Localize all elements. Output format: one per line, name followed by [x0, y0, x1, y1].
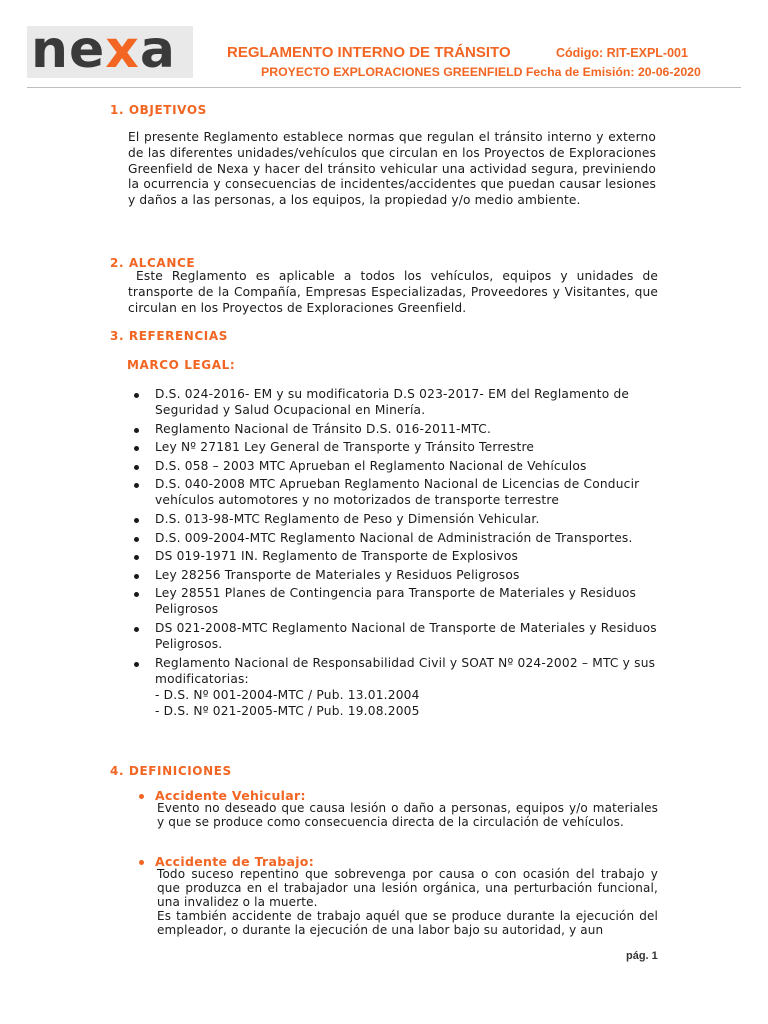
header-divider [27, 87, 741, 88]
list-item: Ley 28551 Planes de Contingencia para Transporte de Materiales y Residuos Peligrosos [134, 585, 664, 617]
definition-term: Accidente Vehicular: [138, 788, 306, 803]
definition-text-part: Es también accidente de trabajo aquél que se produce durante la ejecución del empleador, o durante la ejecución de una labor bajo su autoridad, y aun [157, 908, 658, 937]
document-subtitle: PROYECTO EXPLORACIONES GREENFIELD Fecha de Emisión: 20-06-2020 [261, 65, 701, 79]
definition-text-part: Todo suceso repentino que sobrevenga por causa o con ocasión del trabajo y que produzca en el trabajador una lesión orgánica, una perturbación funcional, una invalidez o la muerte. [157, 867, 658, 909]
list-item: D.S. 013-98-MTC Reglamento de Peso y Dimensión Vehicular. [134, 511, 664, 527]
nexa-logo [27, 20, 193, 80]
sub-item: - D.S. Nº 021-2005-MTC / Pub. 19.08.2005 [155, 703, 420, 718]
page-number: pág. 1 [626, 950, 658, 962]
section-heading-referencias: 3. REFERENCIAS [110, 329, 228, 343]
document-title: REGLAMENTO INTERNO DE TRÁNSITO [227, 44, 511, 61]
definition-term: Accidente de Trabajo: [138, 854, 314, 869]
list-item: D.S. 040-2008 MTC Aprueban Reglamento Nacional de Licencias de Conducir vehículos automotores y no motorizados de transporte terrestre [134, 476, 664, 508]
marco-legal-heading: MARCO LEGAL: [127, 358, 236, 372]
definition-text: Evento no deseado que causa lesión o daño a personas, equipos y/o materiales y que se produce como consecuencia directa de la circulación de vehículos. [157, 801, 658, 829]
list-item: Reglamento Nacional de Tránsito D.S. 016-2011-MTC. [134, 421, 664, 437]
section-heading-objetivos: 1. OBJETIVOS [110, 103, 207, 117]
section-heading-definiciones: 4. DEFINICIONES [110, 764, 232, 778]
list-item-text: Reglamento Nacional de Responsabilidad Civil y SOAT Nº 024-2002 – MTC y sus modificatorias: [155, 655, 656, 686]
objetivos-paragraph: El presente Reglamento establece normas que regulan el tránsito interno y externo de las diferentes unidades/vehículos que circulan en los Proyectos de Exploraciones Greenfield de Nexa y hacer del tránsito vehicular una actividad segura, previniendo la ocurrencia y consecuencias de incidentes/accidentes que puedan causar lesiones y daños a las personas, a los equipos, la propiedad y/o medio ambiente. [128, 130, 656, 208]
logo-wordmark: nexa [31, 20, 176, 80]
list-item: Ley Nº 27181 Ley General de Transporte y Tránsito Terrestre [134, 439, 664, 455]
list-item: D.S. 058 – 2003 MTC Aprueban el Reglamento Nacional de Vehículos [134, 458, 664, 474]
list-item: DS 019-1971 IN. Reglamento de Transporte de Explosivos [134, 548, 664, 564]
legal-references-list [134, 386, 664, 721]
list-item: D.S. 024-2016- EM y su modificatoria D.S 023-2017- EM del Reglamento de Seguridad y Salud Ocupacional en Minería. [134, 386, 664, 418]
sub-item: - D.S. Nº 001-2004-MTC / Pub. 13.01.2004 [155, 687, 420, 702]
section-heading-alcance: 2. ALCANCE [110, 256, 196, 270]
list-item: D.S. 009-2004-MTC Reglamento Nacional de Administración de Transportes. [134, 530, 664, 546]
list-item: DS 021-2008-MTC Reglamento Nacional de Transporte de Materiales y Residuos Peligrosos. [134, 620, 664, 652]
list-item [134, 655, 664, 719]
document-code: Código: RIT-EXPL-001 [556, 46, 688, 60]
list-item: Ley 28256 Transporte de Materiales y Residuos Peligrosos [134, 567, 664, 583]
alcance-paragraph: Este Reglamento es aplicable a todos los vehículos, equipos y unidades de transporte de la Compañía, Empresas Especializadas, Proveedores y Visitantes, que circulan en los Proyectos de Exploraciones Greenfield. [128, 269, 658, 315]
definition-text [157, 868, 658, 938]
